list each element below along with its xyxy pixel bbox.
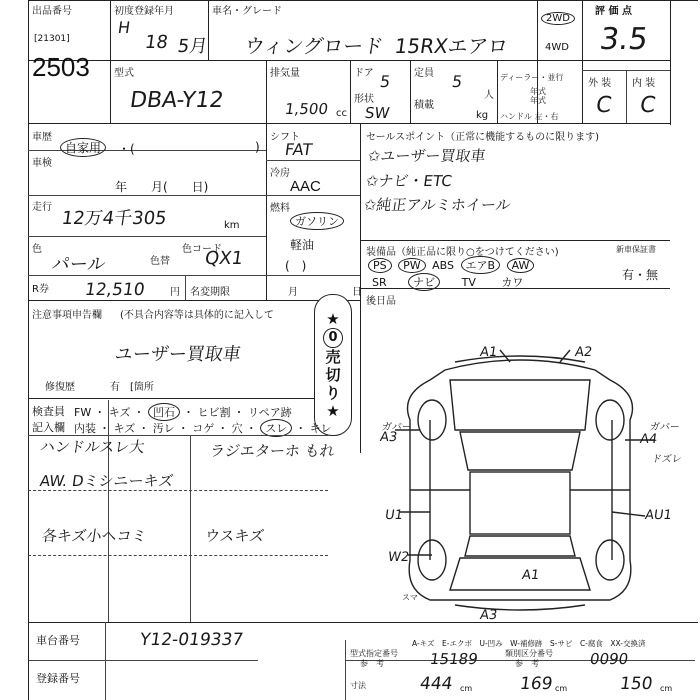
ac-value: AAC <box>290 178 321 195</box>
car-trunk <box>450 558 590 590</box>
new-car-warranty: 新車保証書 <box>616 245 656 254</box>
label-mirror: スマ <box>402 593 418 602</box>
fuel-label: 燃料 <box>270 203 290 214</box>
weight-sub: 参 考 <box>360 659 384 668</box>
dim-width-unit: cm <box>555 684 568 693</box>
car-windshield <box>460 432 580 470</box>
mark-u1-left: U1 <box>383 508 404 523</box>
sales-point-2: ✩ナビ・ETC <box>364 172 454 190</box>
damage-legend: A-キズ E-エクボ U-凹み W-補修跡 S-サビ C-腐食 XX-交換済 <box>412 639 646 648</box>
equip-tv: TV <box>461 276 476 289</box>
insp-scratch: キズ <box>108 406 131 419</box>
dim-height-unit: cm <box>660 684 673 693</box>
interior-grade: C <box>638 93 658 118</box>
banner-zero: 0 <box>323 328 342 348</box>
dim-length-unit: cm <box>460 684 473 693</box>
insp-cut: キレ <box>309 422 332 435</box>
insp-int-scratch: キズ <box>113 422 136 435</box>
dereg-label: 名変期限 <box>190 287 230 298</box>
insp-interior: 内装 <box>74 422 96 435</box>
sales-title: セールスポイント（正常に機能するものに限ります) <box>366 132 600 143</box>
handle-label: ハンドル 左・右 <box>500 112 559 121</box>
exterior-grade: C <box>594 93 614 118</box>
car-hood <box>450 380 590 430</box>
banner-star-bottom: ★ <box>326 402 340 420</box>
insp-burn: コゲ <box>192 422 215 435</box>
weight-label: 型式指定番号 <box>350 649 398 658</box>
banner-char-3: り <box>325 384 341 402</box>
displacement-label: 排気量 <box>270 68 300 79</box>
insp-dent-stone: 凹石 <box>148 403 180 421</box>
usage-close: ) <box>255 140 260 154</box>
inspector-row-1: FW ・ キズ ・ 凹石 ・ ヒビ割 ・ リペア跡 <box>74 403 295 421</box>
color-value: パール <box>50 254 107 275</box>
interior-label: 内 装 <box>632 78 656 89</box>
usage-paren: ・( <box>118 142 135 156</box>
dim-length: 444 <box>418 674 454 694</box>
insp-note-1: ハンドルスレ大 <box>38 438 146 456</box>
grade: 15RXエアロ <box>393 34 510 58</box>
car-rear-window <box>465 536 575 556</box>
mark-au1-right: AU1 <box>643 508 673 523</box>
banner-char-1: 売 <box>325 348 341 366</box>
lot-number: 2503 <box>32 52 90 82</box>
equip-aw: AW <box>507 258 535 273</box>
inspection-label: 車検 <box>32 158 52 169</box>
drive-2wd: 2WD <box>541 12 575 25</box>
class-label: 類別区分番号 <box>505 649 553 658</box>
year-model-label: 年式 <box>530 87 546 96</box>
doors-label: ドア <box>354 68 374 79</box>
inspector-label-1: 検査員 <box>32 405 65 418</box>
body: SW <box>363 104 391 122</box>
shift-value: FAT <box>283 140 314 159</box>
insp-wear: スレ <box>260 419 292 437</box>
repair-value: 有 [箇所 <box>110 382 154 393</box>
inspector-row-2: 内装 ・ キズ ・ 汚レ ・ コゲ ・ 穴 ・ スレ ・ キレ <box>74 419 335 437</box>
car-body-outline <box>408 360 633 600</box>
dim-width: 169 <box>518 674 554 694</box>
lot-sub: [21301] <box>34 34 70 44</box>
mileage-value: 12万4千305 <box>60 208 168 229</box>
class-sub: 参 考 <box>515 659 539 668</box>
insp-note-2: ラジエターホ もれ <box>208 442 336 460</box>
insp-note-3: AW. Dミシニーキズ <box>38 472 175 490</box>
score: 3.5 <box>597 22 651 57</box>
remarks-title: 注意事項申告欄 <box>32 310 102 321</box>
load-label: 積載 <box>414 100 434 111</box>
dim-label: 寸法 <box>350 681 366 690</box>
class-value: 0090 <box>588 650 630 668</box>
storage-label: 後日品 <box>366 296 396 307</box>
remarks-subtitle: (不具合内容等は具体的に記入して <box>120 310 274 321</box>
banner-star-top: ★ <box>326 310 340 328</box>
color-no-label: 色替 <box>150 256 170 267</box>
mark-w2-left: W2 <box>386 550 411 565</box>
color-code: QX1 <box>203 248 245 269</box>
equip-navi: ナビ <box>408 273 440 291</box>
color-label: 色 <box>32 244 42 255</box>
mileage-label: 走行 <box>32 202 52 213</box>
reg-month: 5月 <box>176 36 209 57</box>
mileage-unit: km <box>224 220 240 231</box>
insp-note-5: ウスキズ <box>203 527 266 545</box>
mark-a1-rear: A1 <box>520 568 541 583</box>
insp-note-4: 各キズ小ヘコミ <box>40 527 148 545</box>
mark-dozure: ドズレ <box>650 454 683 465</box>
chassis-label: 車台番号 <box>36 634 80 647</box>
recycle-label: R券 <box>32 284 49 295</box>
car-name: ウィングロード <box>243 34 385 58</box>
inspection-text: 年 月( 日) <box>115 180 209 194</box>
mark-a3-rear: A3 <box>478 608 499 623</box>
first-reg-label: 初度登録年月 <box>114 6 174 17</box>
repair-label: 修復歴 <box>45 382 75 393</box>
reg-year: 18 <box>143 32 170 53</box>
insp-dirt: 汚レ <box>152 422 175 435</box>
color-code-label: 色コード <box>182 244 222 255</box>
year-model-label2: 年式 <box>530 96 546 105</box>
kg-unit: kg <box>476 110 489 121</box>
insp-crack: ヒビ割 <box>197 406 231 419</box>
fuel-blank: ( ) <box>285 259 307 273</box>
model-label: 型式 <box>114 68 134 79</box>
sales-point-1: ✩ユーザー買取車 <box>366 147 487 165</box>
score-label: 評 価 点 <box>595 6 632 17</box>
reg-label: 登録番号 <box>36 672 80 685</box>
capacity-label: 定員 <box>414 68 434 79</box>
equip-pw: PW <box>398 258 426 273</box>
lot-label: 出品番号 <box>32 6 72 17</box>
capacity-unit: 人 <box>484 90 494 101</box>
displacement: 1,500 <box>283 100 330 118</box>
car-roof <box>470 472 570 534</box>
model-code: DBA-Y12 <box>128 88 226 113</box>
inspector-label-2: 記入欄 <box>32 421 65 434</box>
dealer-label: ディーラー・並行 <box>500 73 564 82</box>
footer-col <box>105 622 106 700</box>
equipment-title: 装備品（純正品に限り○をつけてください) <box>366 247 559 258</box>
equip-abs: ABS <box>432 259 455 272</box>
doors: 5 <box>378 72 392 91</box>
equip-leather: カワ <box>501 276 524 289</box>
mark-a4-right: A4 <box>638 432 659 447</box>
equip-airbag: エアB <box>461 256 501 274</box>
mark-a2-top: A2 <box>573 345 594 360</box>
fuel-gas: ガソリン <box>290 212 344 230</box>
usage-label: 車歴 <box>32 132 52 143</box>
chassis-value: Y12-019337 <box>138 630 245 650</box>
mark-a3-left: A3 <box>378 430 399 445</box>
equip-sr: SR <box>372 276 387 289</box>
equip-ps: PS <box>368 258 392 273</box>
recycle-value: 12,510 <box>83 280 146 300</box>
shift-label: シフト <box>270 132 300 143</box>
displacement-unit: cc <box>336 108 347 119</box>
warranty-yes-no: 有・無 <box>622 268 659 282</box>
drive-4wd: 4WD <box>545 42 569 53</box>
ac-label: 冷房 <box>270 168 290 179</box>
name-label: 車名・グレード <box>212 6 282 17</box>
fuel-diesel: 軽油 <box>290 238 315 252</box>
era: H <box>116 18 132 37</box>
sales-point-3: ✩純正アルミホイール <box>362 196 512 214</box>
exterior-label: 外 装 <box>588 78 612 89</box>
footer-spec-col <box>345 640 346 700</box>
recycle-unit: 円 <box>170 287 180 298</box>
usage-value: 自家用 <box>60 138 106 157</box>
dereg-month: 月 <box>288 287 298 298</box>
label-bumper-right: ガバー <box>648 422 681 433</box>
capacity: 5 <box>450 72 464 91</box>
label-bumper-left: ガバー <box>380 422 413 433</box>
insp-repair-mark: リペア跡 <box>248 406 292 419</box>
remarks-note: ユーザー買取車 <box>113 344 243 365</box>
dim-height: 150 <box>618 674 654 694</box>
insp-fw: FW <box>74 406 92 419</box>
weight-value: 15189 <box>428 650 479 668</box>
insp-hole: 穴 <box>231 422 243 435</box>
dereg-tail: 日 <box>352 287 362 298</box>
banner-char-2: 切 <box>325 366 341 384</box>
mark-a1-top: A1 <box>478 345 499 360</box>
body-label: 形状 <box>354 94 374 105</box>
